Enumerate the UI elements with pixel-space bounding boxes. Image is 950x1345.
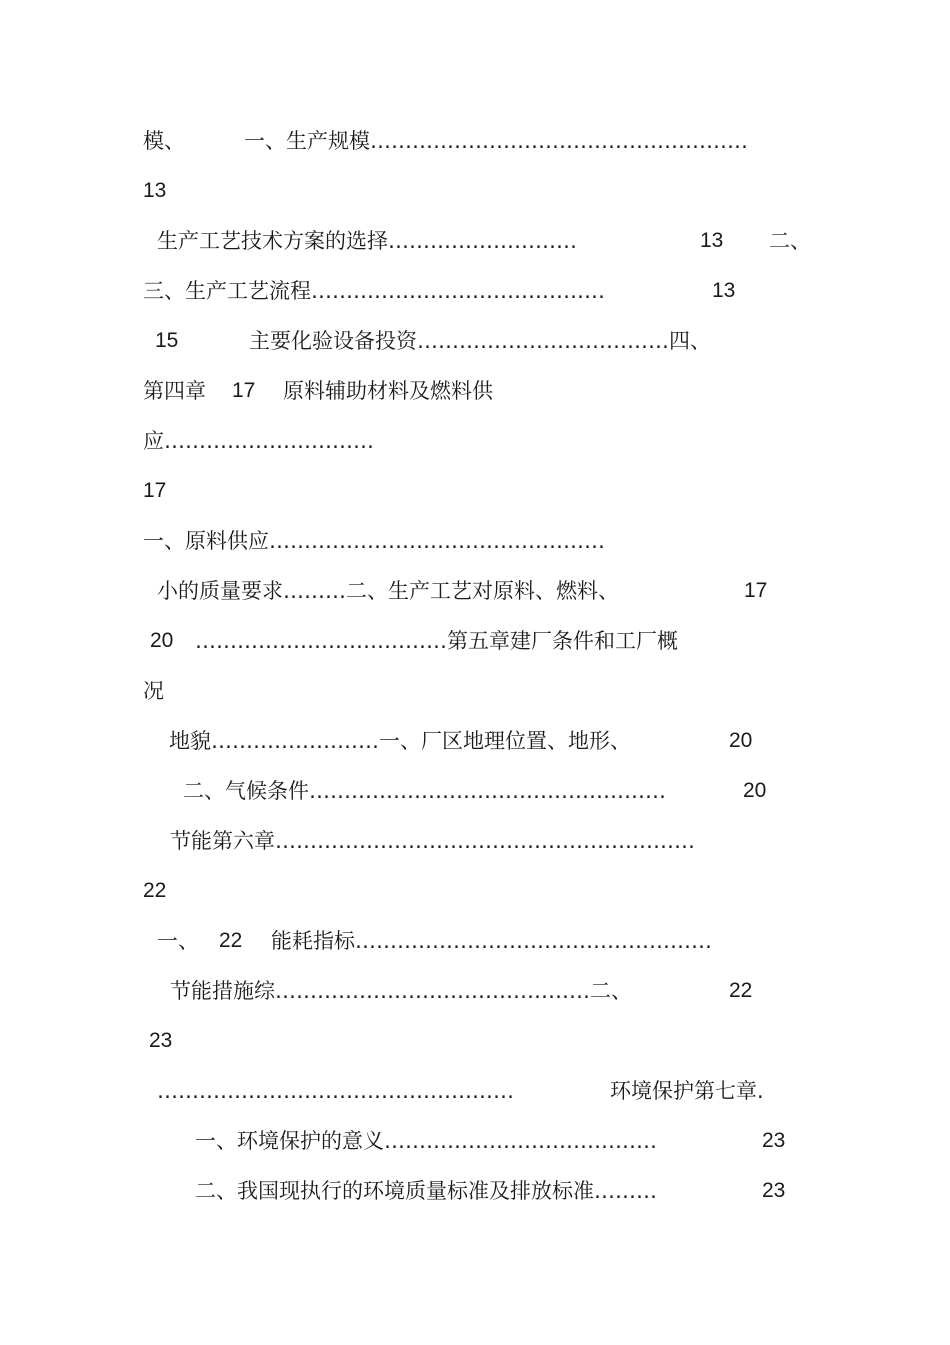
toc-page-number: 20 — [743, 779, 767, 802]
toc-text: 主要化验设备投资………………………………四、 — [249, 329, 711, 353]
toc-text: …………………………………………… — [157, 1079, 514, 1103]
toc-page-number: 23 — [149, 1029, 173, 1052]
toc-text: 一、 — [157, 929, 199, 953]
toc-text: 节能第六章…………………………………………………… — [170, 829, 695, 853]
toc-text: 一、环境保护的意义………………………………… — [195, 1129, 657, 1153]
toc-text: 一、原料供应………………………………………… — [143, 529, 605, 553]
toc-text: 生产工艺技术方案的选择……………………… — [157, 229, 577, 253]
toc-page-number: 15 — [155, 329, 179, 352]
toc-page-number: 22 — [143, 879, 167, 902]
toc-page-number: 22 — [219, 929, 243, 952]
toc-page-number: 13 — [700, 229, 724, 252]
toc-text: 节能措施综………………………………………二、 — [170, 979, 632, 1003]
toc-text: 二、 — [769, 229, 811, 253]
toc-page-number: 17 — [143, 479, 167, 502]
toc-page-number: 20 — [729, 729, 753, 752]
toc-page-number: 23 — [762, 1179, 786, 1202]
toc-text: 三、生产工艺流程…………………………………… — [143, 279, 605, 303]
toc-text: 况 — [143, 679, 164, 703]
toc-page-number: 17 — [232, 379, 256, 402]
toc-text: 小的质量要求………二、生产工艺对原料、燃料、 — [157, 579, 619, 603]
toc-text: 地貌……………………一、厂区地理位置、地形、 — [169, 729, 631, 753]
toc-page-number: 20 — [150, 629, 174, 652]
toc-text: 环境保护第七章. — [610, 1079, 764, 1103]
toc-page-number: 13 — [143, 179, 167, 202]
toc-text: ………………………………第五章建厂条件和工厂概 — [195, 629, 678, 653]
toc-page-number: 17 — [744, 579, 768, 602]
toc-text: 能耗指标…………………………………………… — [271, 929, 712, 953]
toc-text: 二、气候条件…………………………………………… — [183, 779, 666, 803]
toc-page-number: 22 — [729, 979, 753, 1002]
toc-page-number: 23 — [762, 1129, 786, 1152]
toc-text: 二、我国现执行的环境质量标准及排放标准……… — [195, 1179, 657, 1203]
toc-page-number: 13 — [712, 279, 736, 302]
toc-text: 原料辅助材料及燃料供 — [283, 379, 493, 403]
toc-text: 应………………………… — [143, 429, 374, 453]
toc-text: 模、 — [143, 129, 185, 153]
toc-text: 一、生产规模……………………………………………… — [244, 129, 748, 153]
toc-text: 第四章 — [143, 379, 206, 403]
